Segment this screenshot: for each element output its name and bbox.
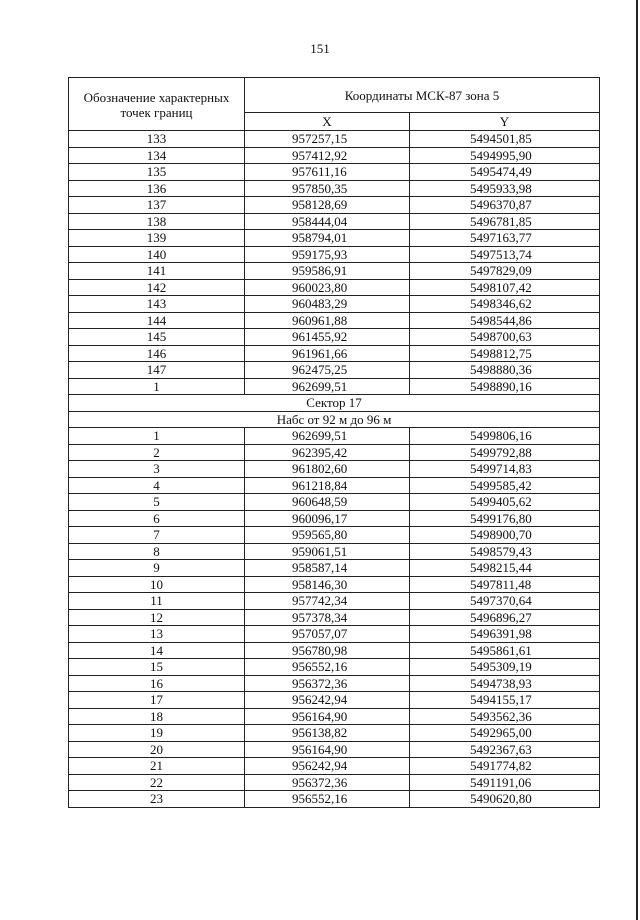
- point-id-cell: 137: [69, 197, 245, 214]
- y-coordinate-cell: 5495861,61: [410, 642, 600, 659]
- table-row: [69, 626, 600, 643]
- x-coordinate-cell: 957742,34: [245, 593, 410, 610]
- table-row: [69, 494, 600, 511]
- point-id-cell: 11: [69, 593, 245, 610]
- x-coordinate-cell: 962475,25: [245, 362, 410, 379]
- table-row: [69, 147, 600, 164]
- coordinates-table: [68, 77, 600, 808]
- x-coordinate-cell: 961961,66: [245, 345, 410, 362]
- y-coordinate-cell: 5492965,00: [410, 725, 600, 742]
- x-coordinate-cell: 956780,98: [245, 642, 410, 659]
- point-id-cell: 16: [69, 675, 245, 692]
- y-coordinate-cell: 5492367,63: [410, 741, 600, 758]
- x-coordinate-cell: 956242,94: [245, 758, 410, 775]
- point-id-cell: 133: [69, 131, 245, 148]
- point-id-cell: 141: [69, 263, 245, 280]
- y-coordinate-cell: 5497370,64: [410, 593, 600, 610]
- table-row: [69, 428, 600, 445]
- table-row: [69, 180, 600, 197]
- table-row: [69, 642, 600, 659]
- table-row: [69, 758, 600, 775]
- point-id-cell: 134: [69, 147, 245, 164]
- table-row: [69, 477, 600, 494]
- x-coordinate-cell: 960961,88: [245, 312, 410, 329]
- x-coordinate-cell: 962395,42: [245, 444, 410, 461]
- table-row: [69, 345, 600, 362]
- x-coordinate-cell: 961218,84: [245, 477, 410, 494]
- table-row: [69, 692, 600, 709]
- x-coordinate-cell: 958128,69: [245, 197, 410, 214]
- y-coordinate-cell: 5498880,36: [410, 362, 600, 379]
- point-id-cell: 136: [69, 180, 245, 197]
- x-coordinate-cell: 957378,34: [245, 609, 410, 626]
- x-coordinate-cell: 959175,93: [245, 246, 410, 263]
- y-coordinate-cell: 5499792,88: [410, 444, 600, 461]
- y-coordinate-cell: 5491774,82: [410, 758, 600, 775]
- y-coordinate-cell: 5498900,70: [410, 527, 600, 544]
- x-coordinate-cell: 956242,94: [245, 692, 410, 709]
- table-row: [69, 312, 600, 329]
- y-coordinate-cell: 5496370,87: [410, 197, 600, 214]
- x-coordinate-cell: 957412,92: [245, 147, 410, 164]
- table-row: [69, 213, 600, 230]
- table-row: [69, 609, 600, 626]
- y-coordinate-cell: 5491191,06: [410, 774, 600, 791]
- y-coordinate-cell: 5494155,17: [410, 692, 600, 709]
- point-id-cell: 138: [69, 213, 245, 230]
- table-row: [69, 263, 600, 280]
- point-id-cell: 6: [69, 510, 245, 527]
- sector-title: Сектор 17: [69, 395, 600, 412]
- x-coordinate-cell: 958587,14: [245, 560, 410, 577]
- table-row: [69, 378, 600, 395]
- y-coordinate-cell: 5494995,90: [410, 147, 600, 164]
- y-coordinate-cell: 5499585,42: [410, 477, 600, 494]
- point-id-cell: 17: [69, 692, 245, 709]
- y-coordinate-cell: 5499806,16: [410, 428, 600, 445]
- point-id-cell: 14: [69, 642, 245, 659]
- point-id-cell: 135: [69, 164, 245, 181]
- y-coordinate-cell: 5494501,85: [410, 131, 600, 148]
- table-header-row: [69, 78, 600, 113]
- point-id-cell: 20: [69, 741, 245, 758]
- table-row: [69, 510, 600, 527]
- table-row: [69, 560, 600, 577]
- table-row: [69, 741, 600, 758]
- point-id-cell: 12: [69, 609, 245, 626]
- table-row: [69, 708, 600, 725]
- table-row: [69, 444, 600, 461]
- x-coordinate-cell: 959061,51: [245, 543, 410, 560]
- x-coordinate-cell: 956552,16: [245, 791, 410, 808]
- header-coordinates: Координаты МСК-87 зона 5: [245, 78, 600, 113]
- x-coordinate-cell: 956164,90: [245, 741, 410, 758]
- sector-title-row: [69, 395, 600, 412]
- height-range: Набс от 92 м до 96 м: [69, 411, 600, 428]
- x-coordinate-cell: 956164,90: [245, 708, 410, 725]
- x-coordinate-cell: 958146,30: [245, 576, 410, 593]
- y-coordinate-cell: 5499405,62: [410, 494, 600, 511]
- page-edge-line: [636, 0, 638, 920]
- x-coordinate-cell: 956552,16: [245, 659, 410, 676]
- point-id-cell: 10: [69, 576, 245, 593]
- y-coordinate-cell: 5499176,80: [410, 510, 600, 527]
- point-id-cell: 5: [69, 494, 245, 511]
- y-coordinate-cell: 5498544,86: [410, 312, 600, 329]
- table-row: [69, 576, 600, 593]
- table-row: [69, 362, 600, 379]
- point-id-cell: 23: [69, 791, 245, 808]
- x-coordinate-cell: 961802,60: [245, 461, 410, 478]
- point-id-cell: 13: [69, 626, 245, 643]
- x-coordinate-cell: 959565,80: [245, 527, 410, 544]
- table-row: [69, 131, 600, 148]
- point-id-cell: 2: [69, 444, 245, 461]
- y-coordinate-cell: 5498215,44: [410, 560, 600, 577]
- x-coordinate-cell: 960096,17: [245, 510, 410, 527]
- table-row: [69, 675, 600, 692]
- y-coordinate-cell: 5498890,16: [410, 378, 600, 395]
- point-id-cell: 22: [69, 774, 245, 791]
- y-coordinate-cell: 5495933,98: [410, 180, 600, 197]
- table-row: [69, 279, 600, 296]
- y-coordinate-cell: 5498579,43: [410, 543, 600, 560]
- point-id-cell: 143: [69, 296, 245, 313]
- y-coordinate-cell: 5496391,98: [410, 626, 600, 643]
- y-coordinate-cell: 5498107,42: [410, 279, 600, 296]
- table-row: [69, 725, 600, 742]
- point-id-cell: 21: [69, 758, 245, 775]
- x-coordinate-cell: 958794,01: [245, 230, 410, 247]
- point-id-cell: 139: [69, 230, 245, 247]
- x-coordinate-cell: 957611,16: [245, 164, 410, 181]
- y-coordinate-cell: 5495309,19: [410, 659, 600, 676]
- page-number: 151: [310, 41, 330, 56]
- y-coordinate-cell: 5498346,62: [410, 296, 600, 313]
- point-id-cell: 1: [69, 428, 245, 445]
- y-coordinate-cell: 5499714,83: [410, 461, 600, 478]
- table-row: [69, 593, 600, 610]
- y-coordinate-cell: 5498700,63: [410, 329, 600, 346]
- point-id-cell: 144: [69, 312, 245, 329]
- point-id-cell: 145: [69, 329, 245, 346]
- x-coordinate-cell: 958444,04: [245, 213, 410, 230]
- x-coordinate-cell: 957257,15: [245, 131, 410, 148]
- table-row: [69, 164, 600, 181]
- point-id-cell: 9: [69, 560, 245, 577]
- table-row: [69, 659, 600, 676]
- point-id-cell: 147: [69, 362, 245, 379]
- x-coordinate-cell: 961455,92: [245, 329, 410, 346]
- y-coordinate-cell: 5493562,36: [410, 708, 600, 725]
- y-coordinate-cell: 5497829,09: [410, 263, 600, 280]
- y-coordinate-cell: 5496896,27: [410, 609, 600, 626]
- x-coordinate-cell: 957850,35: [245, 180, 410, 197]
- header-x: X: [245, 113, 410, 131]
- point-id-cell: 8: [69, 543, 245, 560]
- x-coordinate-cell: 957057,07: [245, 626, 410, 643]
- height-range-row: [69, 411, 600, 428]
- table-row: [69, 543, 600, 560]
- y-coordinate-cell: 5490620,80: [410, 791, 600, 808]
- point-id-cell: 15: [69, 659, 245, 676]
- x-coordinate-cell: 956372,36: [245, 675, 410, 692]
- x-coordinate-cell: 960023,80: [245, 279, 410, 296]
- point-id-cell: 4: [69, 477, 245, 494]
- point-id-cell: 3: [69, 461, 245, 478]
- header-point-designation: Обозначение характерных точек границ: [69, 78, 245, 131]
- table-row: [69, 527, 600, 544]
- point-id-cell: 142: [69, 279, 245, 296]
- table-row: [69, 774, 600, 791]
- y-coordinate-cell: 5496781,85: [410, 213, 600, 230]
- y-coordinate-cell: 5494738,93: [410, 675, 600, 692]
- table-row: [69, 791, 600, 808]
- table-row: [69, 246, 600, 263]
- y-coordinate-cell: 5495474,49: [410, 164, 600, 181]
- x-coordinate-cell: 962699,51: [245, 428, 410, 445]
- x-coordinate-cell: 959586,91: [245, 263, 410, 280]
- x-coordinate-cell: 960648,59: [245, 494, 410, 511]
- point-id-cell: 140: [69, 246, 245, 263]
- table-row: [69, 296, 600, 313]
- y-coordinate-cell: 5497163,77: [410, 230, 600, 247]
- x-coordinate-cell: 960483,29: [245, 296, 410, 313]
- y-coordinate-cell: 5497513,74: [410, 246, 600, 263]
- x-coordinate-cell: 956372,36: [245, 774, 410, 791]
- point-id-cell: 146: [69, 345, 245, 362]
- point-id-cell: 18: [69, 708, 245, 725]
- y-coordinate-cell: 5498812,75: [410, 345, 600, 362]
- y-coordinate-cell: 5497811,48: [410, 576, 600, 593]
- table-row: [69, 230, 600, 247]
- header-y: Y: [410, 113, 600, 131]
- x-coordinate-cell: 956138,82: [245, 725, 410, 742]
- table-row: [69, 197, 600, 214]
- table-row: [69, 461, 600, 478]
- table-row: [69, 329, 600, 346]
- point-id-cell: 19: [69, 725, 245, 742]
- point-id-cell: 1: [69, 378, 245, 395]
- point-id-cell: 7: [69, 527, 245, 544]
- x-coordinate-cell: 962699,51: [245, 378, 410, 395]
